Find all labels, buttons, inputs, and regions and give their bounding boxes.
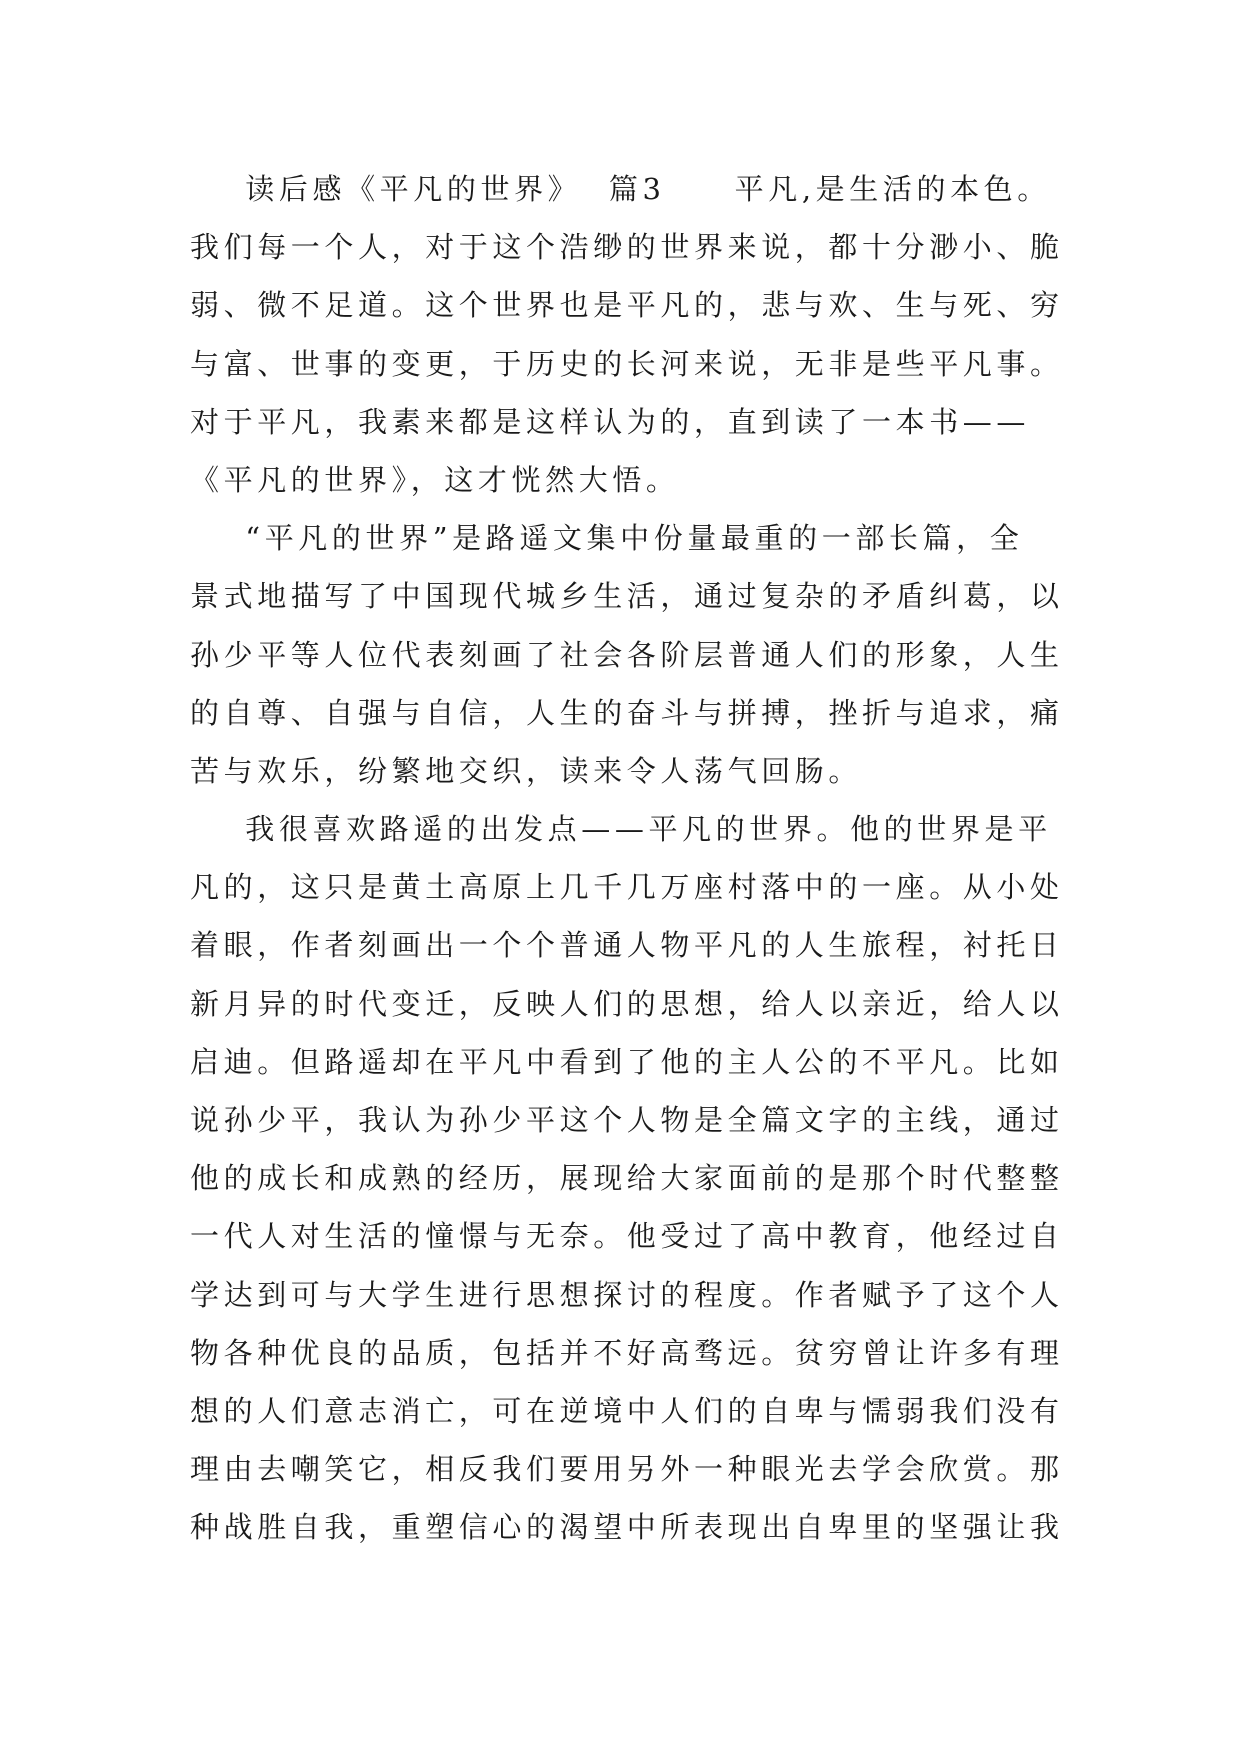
text-line-16: 启迪。但路遥却在平凡中看到了他的主人公的不平凡。比如 bbox=[190, 1044, 1064, 1079]
text-line-17: 说孙少平，我认为孙少平这个人物是全篇文字的主线，通过 bbox=[190, 1103, 1064, 1137]
text-line-2: 我们每一个人，对于这个浩缈的世界来说，都十分渺小、脆 bbox=[190, 230, 1064, 265]
text-line-12: 我很喜欢路遥的出发点——平凡的世界。他的世界是平 bbox=[190, 812, 1052, 847]
text-line-14: 着眼，作者刻画出一个个普通人物平凡的人生旅程，衬托日 bbox=[190, 928, 1064, 963]
text-line-9: 孙少平等人位代表刻画了社会各阶层普通人们的形象，人生 bbox=[190, 637, 1064, 672]
text-line-6: 《平凡的世界》，这才恍然大悟。 bbox=[190, 462, 680, 497]
text-line-8: 景式地描写了中国现代城乡生活，通过复杂的矛盾纠葛，以 bbox=[190, 579, 1064, 614]
text-line-20: 学达到可与大学生进行思想探讨的程度。作者赋予了这个人 bbox=[190, 1277, 1064, 1312]
body-text bbox=[190, 160, 1070, 1557]
text-line-19: 一代人对生活的憧憬与无奈。他受过了高中教育，他经过自 bbox=[190, 1219, 1064, 1254]
text-line-15: 新月异的时代变迁，反映人们的思想，给人以亲近，给人以 bbox=[190, 986, 1064, 1021]
text-line-7: “平凡的世界”是路遥文集中份量最重的一部长篇，全 bbox=[190, 521, 1024, 556]
text-line-1: 读后感《平凡的世界》 篇3 平凡,是生活的本色。 bbox=[190, 172, 1051, 206]
text-line-18: 他的成长和成熟的经历，展现给大家面前的是那个时代整整 bbox=[190, 1161, 1064, 1196]
text-line-21: 物各种优良的品质，包括并不好高骛远。贫穷曾让许多有理 bbox=[190, 1335, 1064, 1370]
text-line-3: 弱、微不足道。这个世界也是平凡的，悲与欢、生与死、穷 bbox=[190, 288, 1064, 323]
text-line-24: 种战胜自我，重塑信心的渴望中所表现出自卑里的坚强让我 bbox=[190, 1510, 1064, 1545]
text-line-4: 与富、世事的变更，于历史的长河来说，无非是些平凡事。 bbox=[190, 346, 1064, 381]
text-line-5: 对于平凡，我素来都是这样认为的，直到读了一本书—— bbox=[190, 404, 1031, 439]
text-line-10: 的自尊、自强与自信，人生的奋斗与拼搏，挫折与追求，痛 bbox=[190, 695, 1064, 730]
text-line-23: 理由去嘲笑它，相反我们要用另外一种眼光去学会欣赏。那 bbox=[190, 1452, 1064, 1487]
text-line-22: 想的人们意志消亡，可在逆境中人们的自卑与懦弱我们没有 bbox=[190, 1393, 1064, 1428]
text-line-13: 凡的，这只是黄土高原上几千几万座村落中的一座。从小处 bbox=[190, 870, 1064, 905]
text-line-11: 苦与欢乐，纷繁地交织，读来令人荡气回肠。 bbox=[190, 753, 863, 788]
